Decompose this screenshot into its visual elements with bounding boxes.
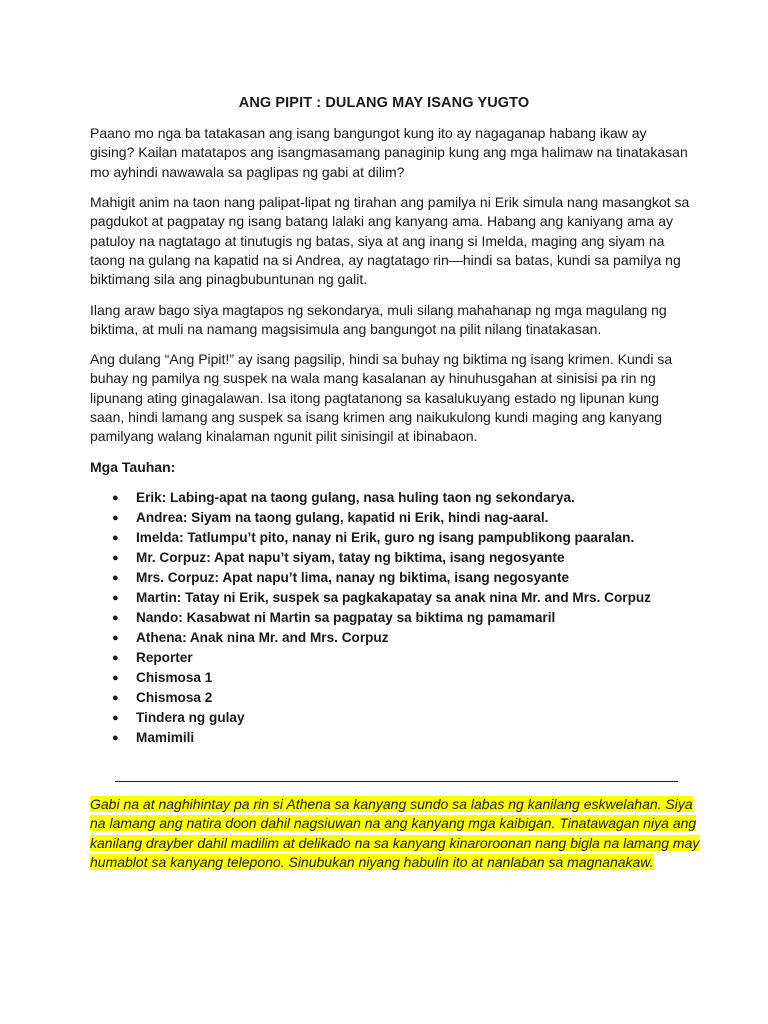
cast-entry: Tindera ng gulay xyxy=(136,710,245,725)
bullet-icon: ● xyxy=(112,572,119,584)
bullet-icon: ● xyxy=(112,512,119,524)
cast-entry: Nando: Kasabwat ni Martin sa pagpatay sa biktima ng pamamaril xyxy=(136,610,556,625)
intro-paragraph: Paano mo nga ba tatakasan ang isang bangungot kung ito ay nagaganap habang ikaw ay gising? Kailan matatapos ang isangmasamang panaginip kung ang mga halimaw na tinatakasan mo ayhindi nawawala sa paglipas ng gabi at dilim? xyxy=(90,125,688,180)
scene-paragraph xyxy=(90,795,710,872)
background-paragraph: Mahigit anim na taon nang palipat-lipat ng tirahan ang pamilya ni Erik simula nang masangkot sa pagdukot at pagpatay ng isang batang lalaki ang kanyang ama. Habang ang kaniyang ama ay patuloy na nagtatago at tinutugis ng batas, siya at ang inang si Imelda, maging ang siyam na taong na gulang na kapatid na si Andrea, ay nagtatago rin—hindi sa batas, kundi sa pamilya ng biktimang sila ang pinagbubuntunan ng galit. xyxy=(90,194,690,288)
bullet-icon: ● xyxy=(112,492,119,504)
list-item xyxy=(90,628,710,648)
cast-entry: Athena: Anak nina Mr. and Mrs. Corpuz xyxy=(136,630,389,645)
theme-paragraph: Ang dulang “Ang Pipit!” ay isang pagsilip, hindi sa buhay ng biktima ng isang krimen. Kundi sa buhay ng pamilya ng suspek na wala mang kasalanan ay hinuhusgahan at sinisisi pa rin ng lipunang ating ginagalawan. Isa itong pagtatanong sa kasalukuyang estado ng lipunan kung saan, hindi lamang ang suspek sa isang krimen ang naikukulong kundi maging ang kanyang pamilyang walang kinalaman ngunit pilit sinisingil at ibinabaon. xyxy=(90,351,673,445)
list-item xyxy=(90,508,710,528)
cast-entry: Andrea: Siyam na taong gulang, kapatid ni Erik, hindi nag-aaral. xyxy=(136,510,549,525)
bullet-icon: ● xyxy=(112,592,119,604)
list-item xyxy=(90,548,710,568)
list-item xyxy=(90,708,710,728)
list-item xyxy=(90,608,710,628)
bullet-icon: ● xyxy=(112,632,119,644)
list-item xyxy=(90,488,710,508)
cast-entry: Martin: Tatay ni Erik, suspek sa pagkakapatay sa anak nina Mr. and Mrs. Corpuz xyxy=(136,590,651,605)
bullet-icon: ● xyxy=(112,692,119,704)
list-item xyxy=(90,568,710,588)
list-item xyxy=(90,648,710,668)
cast-entry: Mr. Corpuz: Apat napu’t siyam, tatay ng biktima, isang negosyante xyxy=(136,550,565,565)
cast-entry: Chismosa 2 xyxy=(136,690,213,705)
bullet-icon: ● xyxy=(112,612,119,624)
highlighted-scene-text: Gabi na at naghihintay pa rin si Athena sa kanyang sundo sa labas ng kanilang eskwelahan. Siya na lamang ang natira doon dahil nagsiuwan na ang kanyang mga kaibigan. Tinatawagan niya ang kanilang drayber dahil madilim at delikado na sa kanyang kinaroroonan nang bigla na lamang may humablot sa kanyang telepono. Sinubukan niyang habulin ito at nanlaban sa magnanakaw. xyxy=(90,796,700,870)
bullet-icon: ● xyxy=(112,732,119,744)
list-item xyxy=(90,688,710,708)
cast-list xyxy=(90,488,710,748)
conflict-paragraph: Ilang araw bago siya magtapos ng sekondarya, muli silang mahahanap ng mga magulang ng biktima, at muli na namang magsisimula ang bangungot na pilit nilang tinatakasan. xyxy=(90,302,667,338)
list-item xyxy=(90,668,710,688)
cast-entry: Imelda: Tatlumpu’t pito, nanay ni Erik, guro ng isang pampublikong paaralan. xyxy=(136,530,635,545)
bullet-icon: ● xyxy=(112,712,119,724)
cast-entry: Mrs. Corpuz: Apat napu’t lima, nanay ng biktima, isang negosyante xyxy=(136,570,570,585)
bullet-icon: ● xyxy=(112,672,119,684)
list-item xyxy=(90,588,710,608)
cast-entry: Reporter xyxy=(136,650,193,665)
cast-entry: Erik: Labing-apat na taong gulang, nasa huling taon ng sekondarya. xyxy=(136,490,575,505)
cast-entry: Mamimili xyxy=(136,730,195,745)
list-item xyxy=(90,728,710,748)
list-item xyxy=(90,528,710,548)
bullet-icon: ● xyxy=(112,652,119,664)
document-title: ANG PIPIT : DULANG MAY ISANG YUGTO xyxy=(238,95,530,111)
bullet-icon: ● xyxy=(112,552,119,564)
cast-heading: Mga Tauhan: xyxy=(90,459,176,475)
section-divider xyxy=(115,781,678,782)
cast-entry: Chismosa 1 xyxy=(136,670,213,685)
bullet-icon: ● xyxy=(112,532,119,544)
